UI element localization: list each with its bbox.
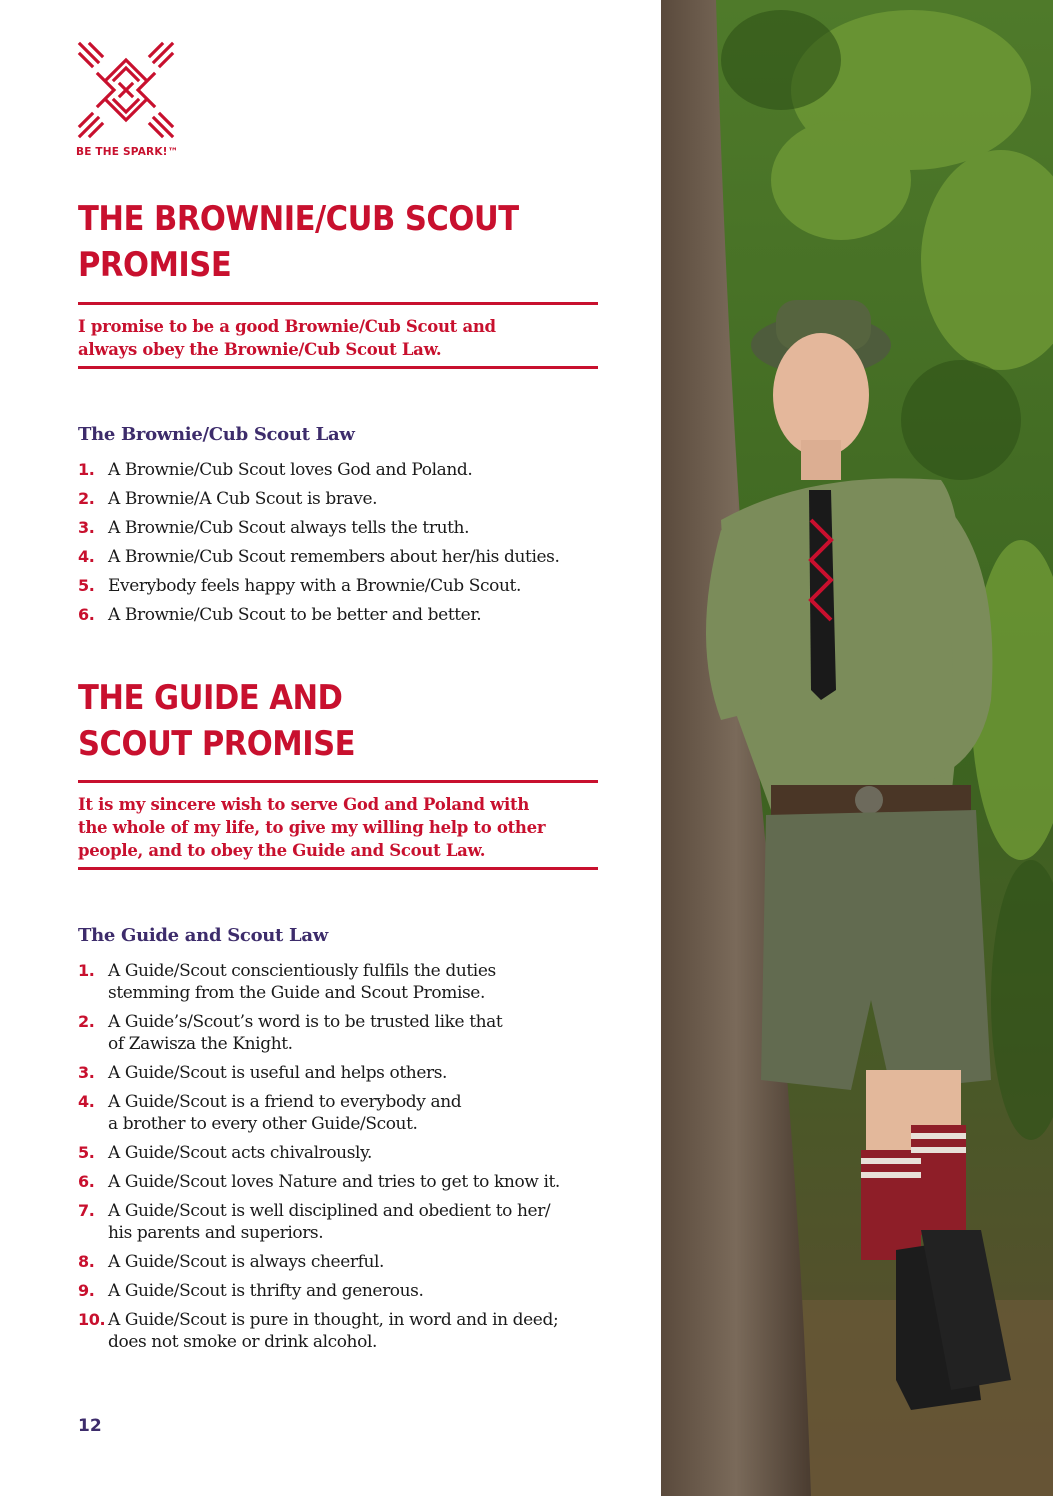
law-item-text bbox=[108, 575, 638, 597]
promise-line: It is my sincere wish to serve God and Poland with bbox=[78, 795, 530, 814]
law-item-line: a brother to every other Guide/Scout. bbox=[108, 1114, 418, 1134]
law-item-line: A Guide/Scout acts chivalrously. bbox=[108, 1143, 373, 1163]
law-item-text bbox=[108, 1091, 638, 1135]
scout-photo bbox=[661, 0, 1053, 1496]
law-item-number: 3. bbox=[78, 1063, 95, 1082]
law-item bbox=[78, 517, 638, 539]
promise-line: the whole of my life, to give my willing help to other bbox=[78, 818, 546, 837]
law-item bbox=[78, 1011, 638, 1055]
law-item-number: 8. bbox=[78, 1252, 95, 1271]
law-item-text bbox=[108, 1280, 638, 1302]
law-item bbox=[78, 604, 638, 626]
law-item-line: A Guide/Scout conscientiously fulfils the duties bbox=[108, 961, 496, 981]
law-item bbox=[78, 488, 638, 510]
cub-promise-text bbox=[78, 302, 598, 369]
heading-line: SCOUT PROMISE bbox=[78, 724, 356, 764]
law-item bbox=[78, 1091, 638, 1135]
law-item-text bbox=[108, 960, 638, 1004]
law-item bbox=[78, 1171, 638, 1193]
scout-promise-heading bbox=[78, 675, 638, 767]
law-item-text bbox=[108, 1251, 638, 1273]
heading-line: THE GUIDE AND bbox=[78, 678, 343, 718]
law-item-line: A Brownie/Cub Scout to be better and better. bbox=[108, 605, 482, 625]
heading-line: THE BROWNIE/CUB SCOUT bbox=[78, 199, 519, 239]
brand-tagline: BE THE SPARK!™ bbox=[76, 146, 179, 158]
law-item bbox=[78, 546, 638, 568]
logo bbox=[76, 40, 178, 158]
law-item-line: A Brownie/A Cub Scout is brave. bbox=[108, 489, 378, 509]
law-item-text bbox=[108, 1309, 638, 1353]
law-item-line: A Brownie/Cub Scout always tells the truth. bbox=[108, 518, 470, 538]
law-item-line: A Guide/Scout is always cheerful. bbox=[108, 1252, 385, 1272]
law-item-line: A Guide/Scout is a friend to everybody and bbox=[108, 1092, 462, 1112]
law-item bbox=[78, 575, 638, 597]
law-item-number: 2. bbox=[78, 1012, 95, 1031]
law-item-line: A Guide’s/Scout’s word is to be trusted like that bbox=[108, 1012, 503, 1032]
law-item-number: 4. bbox=[78, 1092, 95, 1111]
law-item-text bbox=[108, 517, 638, 539]
law-item-text bbox=[108, 488, 638, 510]
law-item-number: 5. bbox=[78, 1143, 95, 1162]
law-item-text bbox=[108, 604, 638, 626]
law-item-line: A Guide/Scout is thrifty and generous. bbox=[108, 1281, 424, 1301]
law-item-number: 1. bbox=[78, 961, 95, 980]
spark-logo-icon bbox=[76, 40, 176, 140]
law-item-line: A Guide/Scout is useful and helps others. bbox=[108, 1063, 448, 1083]
law-item-line: does not smoke or drink alcohol. bbox=[108, 1332, 377, 1352]
law-item-text bbox=[108, 546, 638, 568]
law-item bbox=[78, 1062, 638, 1084]
cub-law-title: The Brownie/Cub Scout Law bbox=[78, 424, 355, 445]
page-number: 12 bbox=[78, 1416, 102, 1436]
scout-law-list bbox=[78, 960, 638, 1360]
law-item-number: 5. bbox=[78, 576, 95, 595]
law-item bbox=[78, 459, 638, 481]
law-item-text bbox=[108, 1142, 638, 1164]
law-item-line: Everybody feels happy with a Brownie/Cub Scout. bbox=[108, 576, 521, 596]
cub-law-list bbox=[78, 459, 638, 633]
law-item-text bbox=[108, 1062, 638, 1084]
law-item-line: stemming from the Guide and Scout Promise. bbox=[108, 983, 485, 1003]
law-item-number: 3. bbox=[78, 518, 95, 537]
law-item bbox=[78, 1309, 638, 1353]
law-item-line: his parents and superiors. bbox=[108, 1223, 324, 1243]
law-item-line: A Guide/Scout is pure in thought, in word and in deed; bbox=[108, 1310, 559, 1330]
law-item-number: 6. bbox=[78, 1172, 95, 1191]
law-item bbox=[78, 1251, 638, 1273]
law-item-line: of Zawisza the Knight. bbox=[108, 1034, 293, 1054]
promise-line: always obey the Brownie/Cub Scout Law. bbox=[78, 340, 442, 359]
scout-in-forest-image bbox=[661, 0, 1053, 1496]
law-item-text bbox=[108, 1171, 638, 1193]
law-item bbox=[78, 960, 638, 1004]
law-item-number: 7. bbox=[78, 1201, 95, 1220]
law-item-text bbox=[108, 1200, 638, 1244]
cub-promise-heading bbox=[78, 196, 638, 288]
scout-promise-text bbox=[78, 780, 598, 870]
law-item-number: 10. bbox=[78, 1310, 106, 1329]
law-item bbox=[78, 1280, 638, 1302]
law-item-text bbox=[108, 1011, 638, 1055]
law-item-number: 6. bbox=[78, 605, 95, 624]
scout-law-title: The Guide and Scout Law bbox=[78, 925, 328, 946]
law-item bbox=[78, 1142, 638, 1164]
law-item-line: A Guide/Scout loves Nature and tries to get to know it. bbox=[108, 1172, 560, 1192]
law-item-line: A Guide/Scout is well disciplined and obedient to her/ bbox=[108, 1201, 551, 1221]
law-item-line: A Brownie/Cub Scout remembers about her/his duties. bbox=[108, 547, 560, 567]
law-item-number: 1. bbox=[78, 460, 95, 479]
law-item bbox=[78, 1200, 638, 1244]
law-item-text bbox=[108, 459, 638, 481]
promise-line: people, and to obey the Guide and Scout Law. bbox=[78, 841, 486, 860]
law-item-number: 2. bbox=[78, 489, 95, 508]
law-item-number: 9. bbox=[78, 1281, 95, 1300]
law-item-line: A Brownie/Cub Scout loves God and Poland. bbox=[108, 460, 473, 480]
heading-line: PROMISE bbox=[78, 245, 232, 285]
law-item-number: 4. bbox=[78, 547, 95, 566]
promise-line: I promise to be a good Brownie/Cub Scout and bbox=[78, 317, 496, 336]
